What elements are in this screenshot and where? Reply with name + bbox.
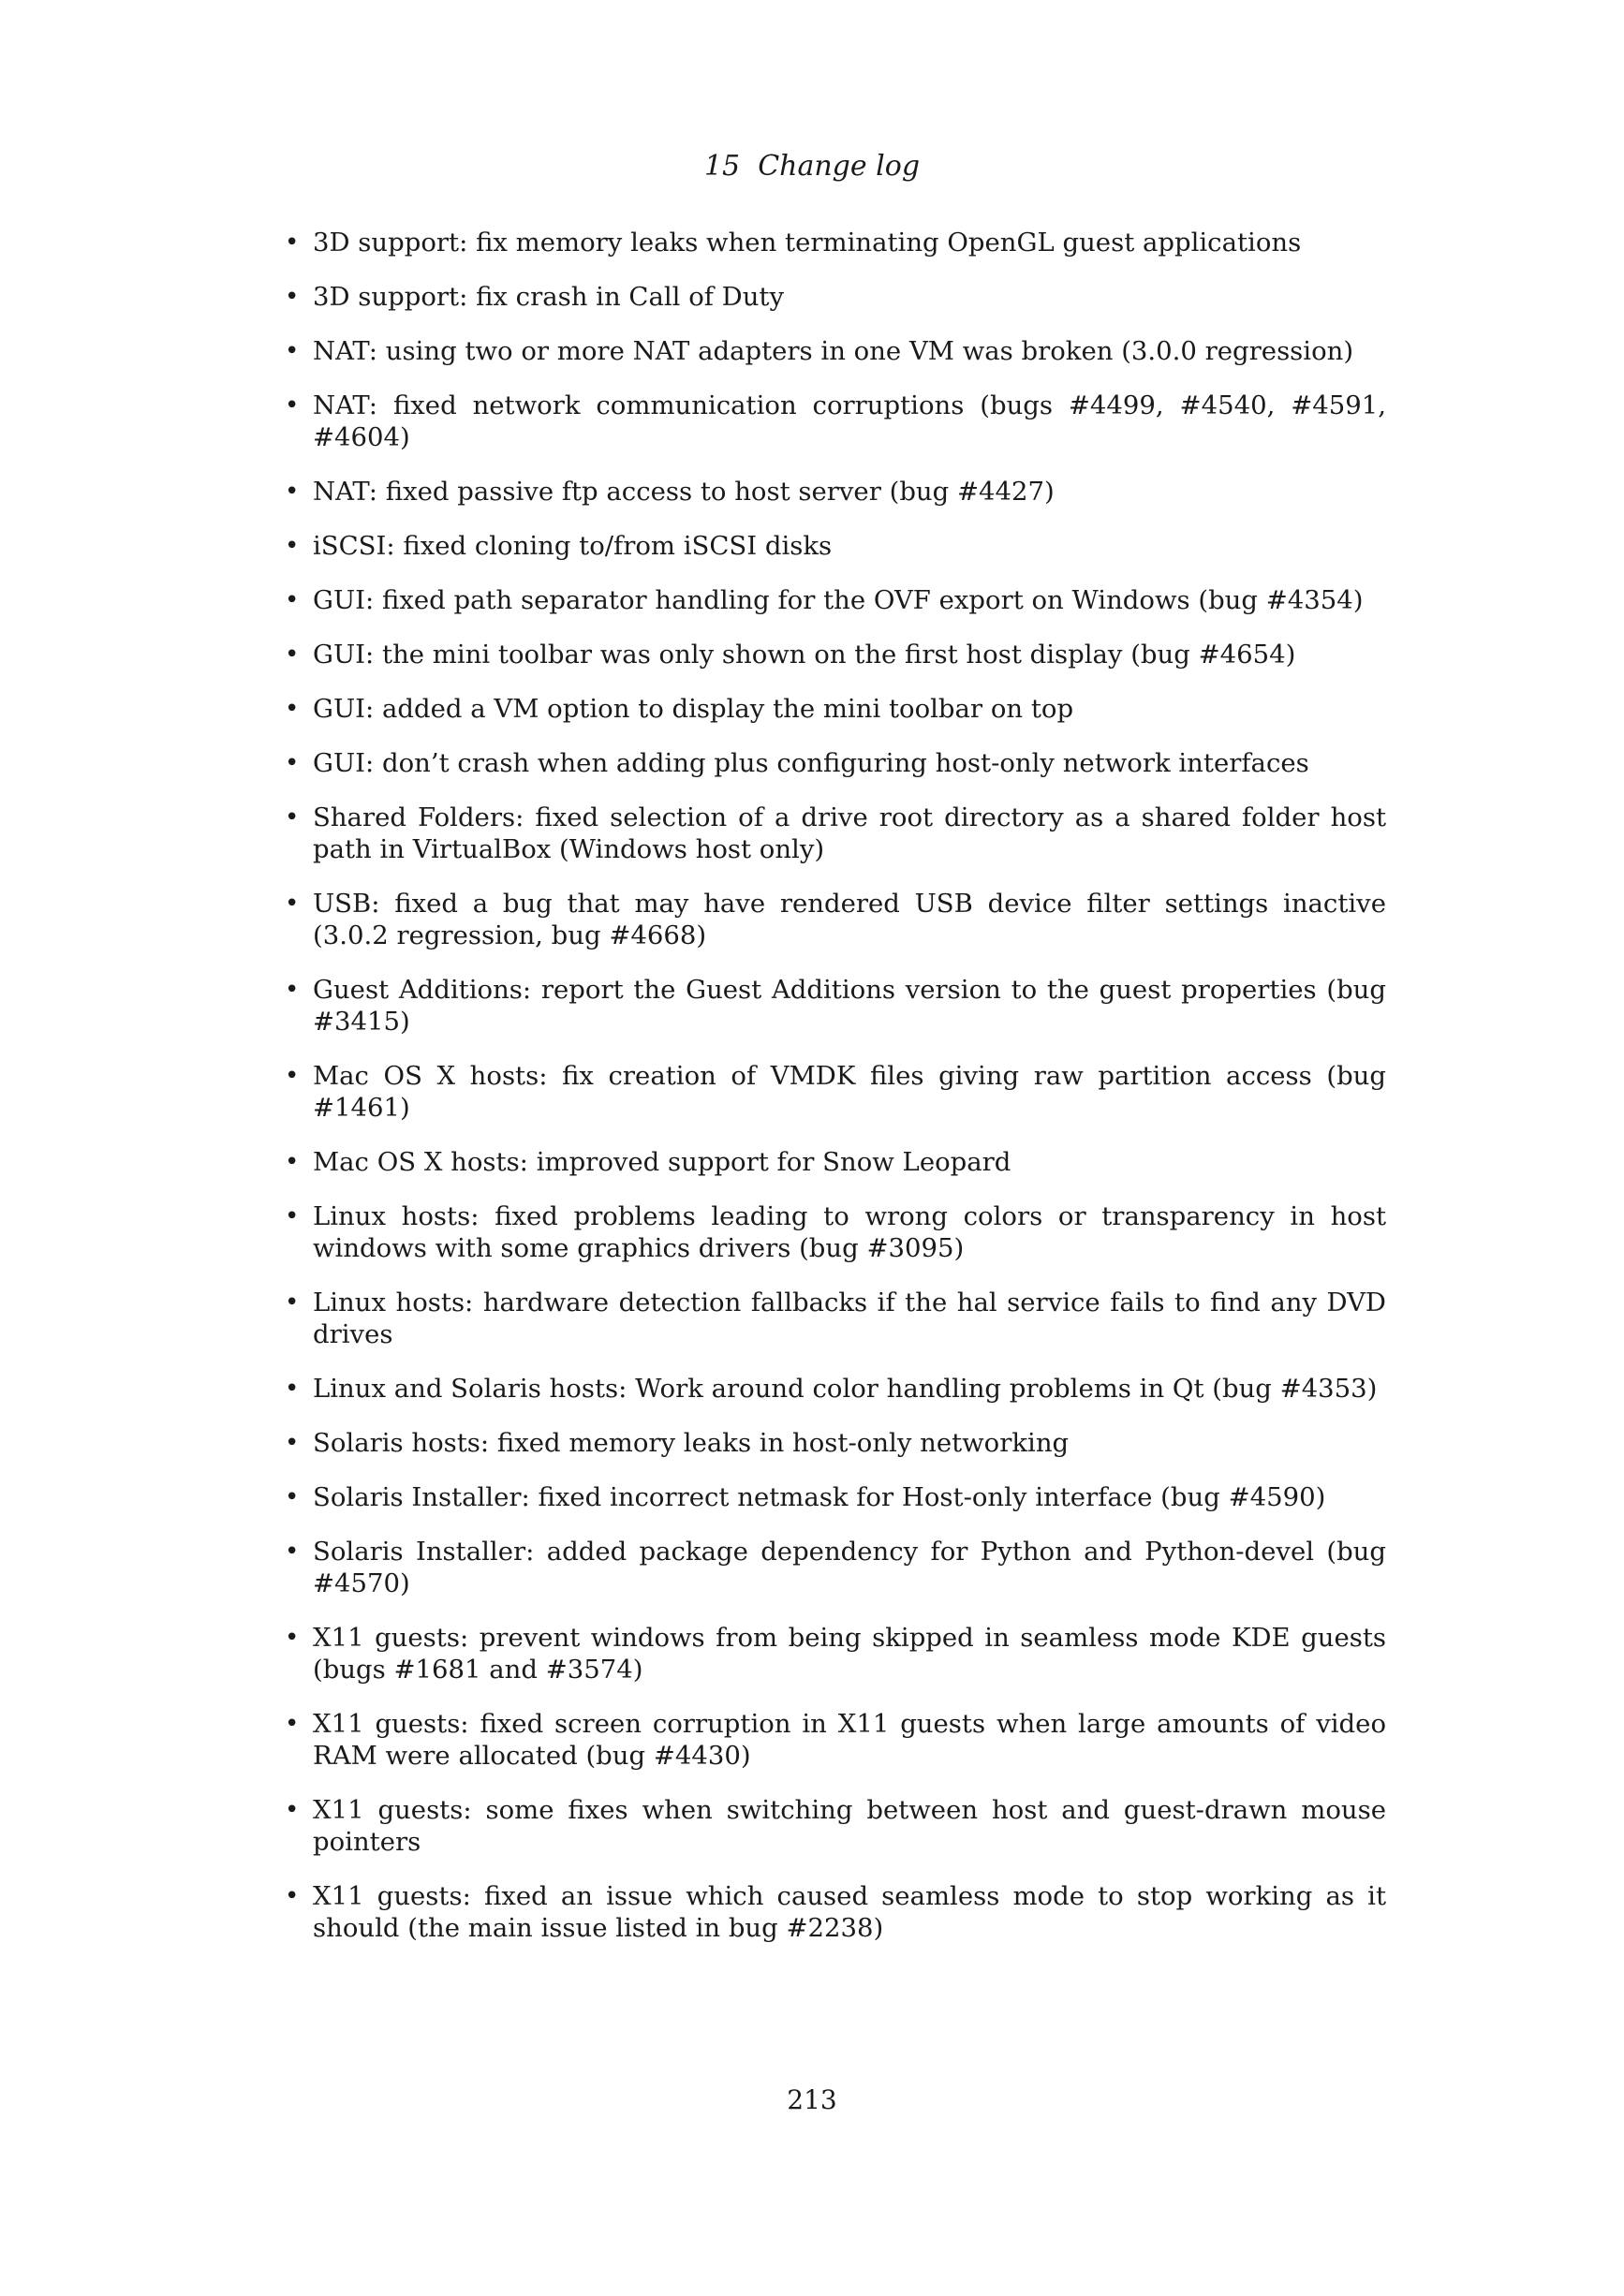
bullet-icon: •	[285, 1062, 300, 1090]
item-text: NAT: fixed passive ftp access to host server (bug #4427)	[313, 477, 1055, 507]
bullet-icon: •	[285, 640, 300, 669]
item-text: 3D support: fix crash in Call of Duty	[313, 282, 785, 312]
bullet-icon: •	[285, 749, 300, 777]
item-text: X11 guests: some fixes when switching between host and guest-drawn mouse pointers	[313, 1795, 1386, 1857]
list-item	[281, 530, 1386, 562]
list-item	[281, 974, 1386, 1038]
bullet-icon: •	[285, 337, 300, 365]
bullet-icon: •	[285, 1483, 300, 1511]
item-text: GUI: don’t crash when adding plus configuring host-only network interfaces	[313, 748, 1309, 778]
item-text: GUI: added a VM option to display the mini toolbar on top	[313, 694, 1074, 724]
bullet-icon: •	[285, 1202, 300, 1230]
list-item	[281, 1708, 1386, 1772]
bullet-icon: •	[285, 478, 300, 506]
bullet-icon: •	[285, 1882, 300, 1910]
list-item	[281, 1536, 1386, 1599]
item-text: Mac OS X hosts: improved support for Snow Leopard	[313, 1147, 1011, 1177]
bullet-icon: •	[285, 228, 300, 257]
bullet-icon: •	[285, 1710, 300, 1738]
item-text: Mac OS X hosts: fix creation of VMDK files giving raw partition access (bug #1461)	[313, 1061, 1386, 1123]
item-text: X11 guests: fixed an issue which caused seamless mode to stop working as it should (the main issue listed in bug #2238)	[313, 1881, 1386, 1943]
item-text: X11 guests: fixed screen corruption in X11 guests when large amounts of video RAM were allocated (bug #4430)	[313, 1709, 1386, 1771]
list-item	[281, 1060, 1386, 1124]
bullet-icon: •	[285, 391, 300, 419]
item-text: Linux hosts: fixed problems leading to wrong colors or transparency in host windows with some graphics drivers (bug #3095)	[313, 1201, 1386, 1263]
item-text: iSCSI: fixed cloning to/from iSCSI disks	[313, 531, 833, 561]
running-header	[0, 150, 1624, 184]
list-item	[281, 1287, 1386, 1350]
list-item	[281, 1373, 1386, 1405]
list-item	[281, 584, 1386, 616]
bullet-icon: •	[285, 283, 300, 311]
item-text: Linux hosts: hardware detection fallbacks if the hal service fails to find any DVD drives	[313, 1288, 1386, 1349]
bullet-icon: •	[285, 586, 300, 614]
list-item	[281, 1146, 1386, 1178]
list-item	[281, 747, 1386, 779]
item-text: GUI: fixed path separator handling for the OVF export on Windows (bug #4354)	[313, 585, 1364, 615]
item-text: Linux and Solaris hosts: Work around color handling problems in Qt (bug #4353)	[313, 1374, 1378, 1404]
item-text: GUI: the mini toolbar was only shown on the first host display (bug #4654)	[313, 640, 1296, 670]
list-item	[281, 281, 1386, 313]
list-item	[281, 1481, 1386, 1513]
bullet-icon: •	[285, 976, 300, 1004]
page-number: 213	[787, 2084, 837, 2115]
item-text: Guest Additions: report the Guest Additions version to the guest properties (bug #3415)	[313, 975, 1386, 1037]
bullet-icon: •	[285, 890, 300, 918]
bullet-icon: •	[285, 1624, 300, 1652]
item-text: Solaris Installer: fixed incorrect netmask for Host-only interface (bug #4590)	[313, 1482, 1326, 1512]
item-text: Shared Folders: fixed selection of a drive root directory as a shared folder host path in VirtualBox (Windows host only)	[313, 802, 1386, 864]
chapter-title: Change log	[758, 150, 921, 183]
bullet-icon: •	[285, 1429, 300, 1457]
item-text: USB: fixed a bug that may have rendered USB device filter settings inactive (3.0.2 regression, bug #4668)	[313, 889, 1386, 950]
list-item	[281, 390, 1386, 453]
bullet-icon: •	[285, 532, 300, 560]
item-text: 3D support: fix memory leaks when terminating OpenGL guest applications	[313, 228, 1302, 258]
item-text: NAT: fixed network communication corruptions (bugs #4499, #4540, #4591, #4604)	[313, 390, 1386, 452]
list-item	[281, 1427, 1386, 1459]
list-item	[281, 1794, 1386, 1858]
changelog-list	[281, 227, 1386, 1966]
list-item	[281, 476, 1386, 508]
list-item	[281, 1880, 1386, 1944]
bullet-icon: •	[285, 1148, 300, 1176]
chapter-number: 15	[703, 150, 741, 183]
bullet-icon: •	[285, 803, 300, 832]
list-item	[281, 1622, 1386, 1685]
bullet-icon: •	[285, 1375, 300, 1403]
bullet-icon: •	[285, 695, 300, 723]
list-item	[281, 335, 1386, 367]
item-text: X11 guests: prevent windows from being skipped in seamless mode KDE guests (bugs #1681 and #3574)	[313, 1623, 1386, 1685]
list-item	[281, 693, 1386, 725]
list-item	[281, 888, 1386, 951]
bullet-icon: •	[285, 1538, 300, 1566]
bullet-icon: •	[285, 1796, 300, 1824]
bullet-icon: •	[285, 1288, 300, 1317]
list-item	[281, 802, 1386, 865]
list-item	[281, 639, 1386, 670]
item-text: Solaris hosts: fixed memory leaks in host-only networking	[313, 1428, 1070, 1458]
item-text: Solaris Installer: added package dependency for Python and Python-devel (bug #4570)	[313, 1537, 1386, 1598]
list-item	[281, 1200, 1386, 1264]
item-text: NAT: using two or more NAT adapters in one VM was broken (3.0.0 regression)	[313, 336, 1354, 366]
list-item	[281, 227, 1386, 258]
